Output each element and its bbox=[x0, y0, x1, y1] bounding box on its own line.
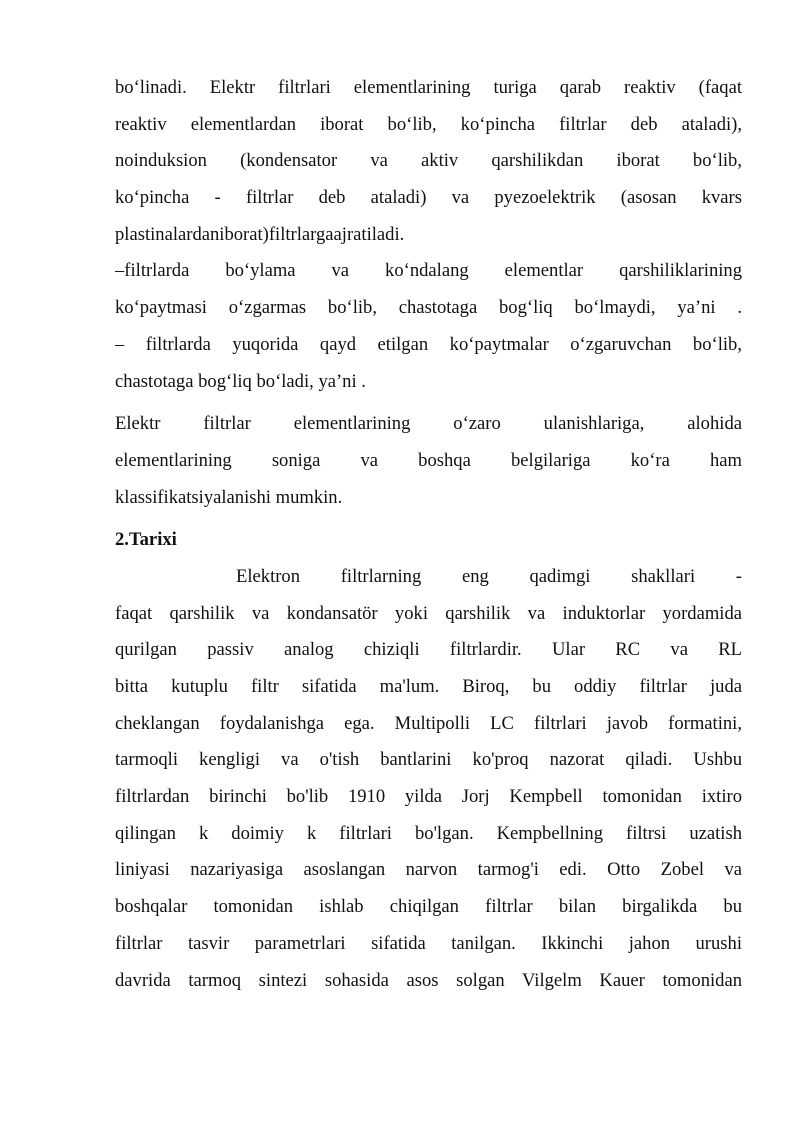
text-line: plastinalardaniborat)filtrlargaajratiladi. bbox=[115, 223, 405, 245]
text-line: faqat qarshilik va kondansatör yoki qarshilik va induktorlar yordamida bbox=[115, 602, 742, 624]
text-line: –filtrlarda bo‘ylama va ko‘ndalang elementlar qarshiliklarining bbox=[115, 260, 742, 282]
text-line: liniyasi nazariyasiga asoslangan narvon tarmog'i edi. Otto Zobel va bbox=[115, 859, 742, 881]
section-heading bbox=[115, 522, 742, 559]
paragraph-filter-impedance bbox=[115, 253, 742, 400]
text-line: ko‘paytmasi o‘zgarmas bo‘lib, chastotaga bog‘liq bo‘lmaydi, ya’ni . bbox=[115, 297, 742, 319]
paragraph-classification bbox=[115, 406, 742, 516]
text-line: ko‘pincha - filtrlar deb ataladi) va pyezoelektrik (asosan kvars bbox=[115, 187, 742, 209]
document-page bbox=[115, 70, 742, 999]
text-line: boshqalar tomonidan ishlab chiqilgan filtrlar bilan birgalikda bu bbox=[115, 896, 742, 918]
text-line: elementlarining soniga va boshqa belgilariga ko‘ra ham bbox=[115, 449, 742, 471]
text-line: bo‘linadi. Elektr filtrlari elementlarining turiga qarab reaktiv (faqat bbox=[115, 77, 742, 98]
text-line: filtrlardan birinchi bo'lib 1910 yilda Jorj Kempbell tomonidan ixtiro bbox=[115, 786, 742, 808]
text-line: cheklangan foydalanishga ega. Multipolli LC filtrlari javob formatini, bbox=[115, 712, 742, 734]
text-line: tarmoqli kengligi va o'tish bantlarini ko'proq nazorat qiladi. Ushbu bbox=[115, 749, 742, 771]
paragraph-history bbox=[115, 559, 742, 999]
text-line: filtrlar tasvir parametrlari sifatida tanilgan. Ikkinchi jahon urushi bbox=[115, 932, 742, 954]
text-line: reaktiv elementlardan iborat bo‘lib, ko‘pincha filtrlar deb ataladi), bbox=[115, 113, 742, 135]
text-line: bitta kutuplu filtr sifatida ma'lum. Biroq, bu oddiy filtrlar juda bbox=[115, 676, 742, 697]
text-line: Elektr filtrlar elementlarining o‘zaro ulanishlariga, alohida bbox=[115, 413, 742, 435]
text-line: Elektron filtrlarning eng qadimgi shakllari - bbox=[236, 565, 742, 587]
text-line: davrida tarmoq sintezi sohasida asos solgan Vilgelm Kauer tomonidan bbox=[115, 969, 742, 991]
text-line: – filtrlarda yuqorida qayd etilgan ko‘paytmalar o‘zgaruvchan bo‘lib, bbox=[115, 333, 742, 355]
text-line: qilingan k doimiy k filtrlari bo'lgan. Kempbellning filtrsi uzatish bbox=[115, 822, 742, 844]
text-line: klassifikatsiyalanishi mumkin. bbox=[115, 486, 343, 508]
text-line: chastotaga bog‘liq bo‘ladi, ya’ni . bbox=[115, 370, 366, 392]
text-line: noinduksion (kondensator va aktiv qarshilikdan iborat bo‘lib, bbox=[115, 150, 742, 172]
text-line: qurilgan passiv analog chiziqli filtrlardir. Ular RC va RL bbox=[115, 639, 742, 661]
section-title: 2.Tarixi bbox=[115, 529, 177, 551]
paragraph-filter-types bbox=[115, 70, 742, 253]
